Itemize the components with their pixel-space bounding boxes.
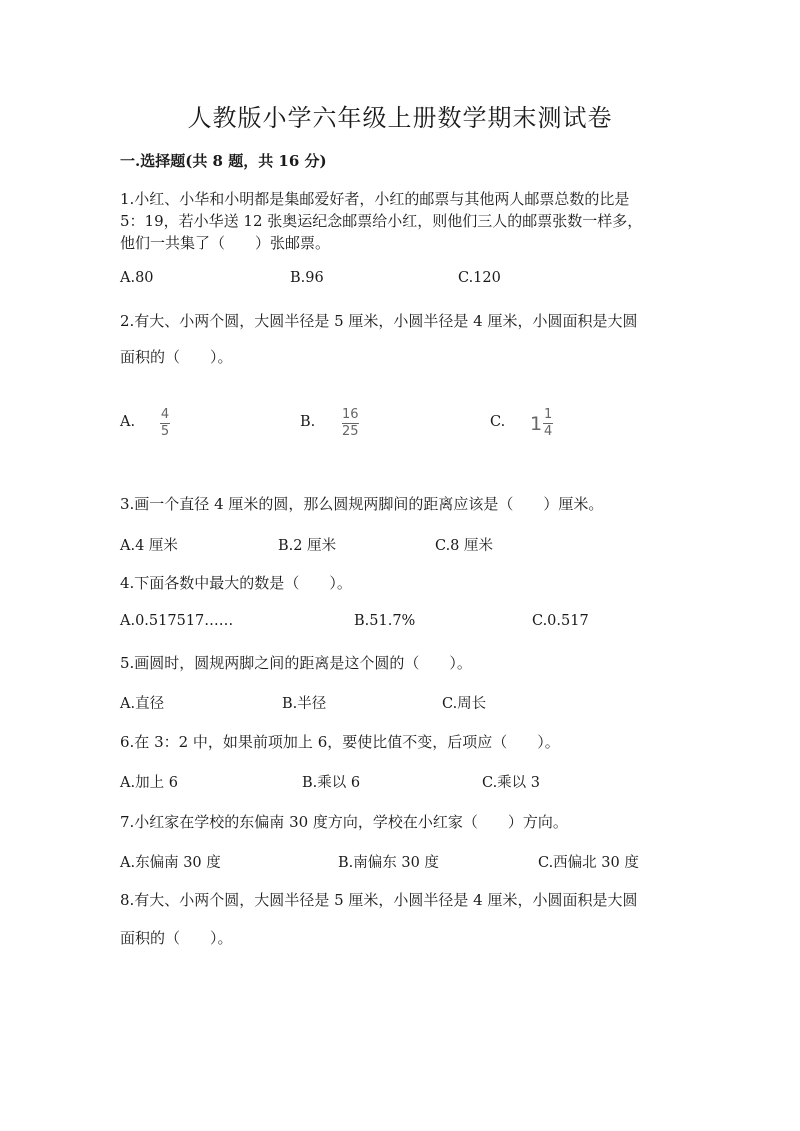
question-2-option-b-fraction [342,408,359,439]
question-8-line-1: 8.有大、小两个圆，大圆半径是 5 厘米，小圆半径是 4 厘米，小圆面积是大圆 [120,891,638,909]
question-1-option-a: A.80 [120,270,154,286]
fraction-numerator: 16 [342,407,359,422]
question-1-option-c: C.120 [458,270,501,286]
fraction-denominator: 4 [543,424,553,439]
question-1-line-3: 他们一共集了（ ）张邮票。 [120,234,331,252]
page-title: 人教版小学六年级上册数学期末测试卷 [187,104,613,132]
fraction-numerator: 1 [543,407,553,422]
question-1-option-b: B.96 [290,270,324,286]
question-4-option-a: A.0.517517…… [120,613,234,629]
question-3-line-1: 3.画一个直径 4 厘米的圆，那么圆规两脚间的距离应该是（ ）厘米。 [120,495,604,513]
question-6-option-a: A.加上 6 [120,775,178,791]
question-2-line-1: 2.有大、小两个圆，大圆半径是 5 厘米，小圆半径是 4 厘米，小圆面积是大圆 [120,312,638,330]
question-4-line-1: 4.下面各数中最大的数是（ ）。 [120,574,352,592]
question-1-line-2: 5：19，若小华送 12 张奥运纪念邮票给小红，则他们三人的邮票张数一样多， [120,212,643,230]
question-2-option-a-fraction [160,408,170,439]
question-7-option-c: C.西偏北 30 度 [538,855,639,871]
question-2-line-2: 面积的（ ）。 [120,348,233,366]
question-6-option-b: B.乘以 6 [302,775,361,791]
question-2-option-a-label: A. [120,414,136,430]
question-2-option-c-fraction [530,408,553,439]
question-5-option-a: A.直径 [120,696,165,712]
fraction-denominator: 25 [342,424,359,439]
question-1-line-1: 1.小红、小华和小明都是集邮爱好者，小红的邮票与其他两人邮票总数的比是 [120,190,630,208]
question-7-line-1: 7.小红家在学校的东偏南 30 度方向，学校在小红家（ ）方向。 [120,813,568,831]
question-7-option-a: A.东偏南 30 度 [120,855,221,871]
question-4-option-c: C.0.517 [532,613,589,629]
question-5-option-b: B.半径 [282,696,327,712]
question-3-option-b: B.2 厘米 [278,538,337,554]
question-2-option-c-label: C. [490,414,506,430]
mixed-number-whole: 1 [530,412,543,435]
section-heading: 一.选择题(共 8 题，共 16 分) [120,152,327,170]
question-7-option-b: B.南偏东 30 度 [338,855,439,871]
question-3-option-a: A.4 厘米 [120,538,178,554]
question-3-option-c: C.8 厘米 [435,538,494,554]
question-4-option-b: B.51.7% [354,613,416,629]
question-6-line-1: 6.在 3：2 中，如果前项加上 6，要使比值不变，后项应（ ）。 [120,733,560,751]
question-6-option-c: C.乘以 3 [482,775,541,791]
fraction-denominator: 5 [160,424,170,439]
fraction-numerator: 4 [160,407,170,422]
question-2-option-b-label: B. [300,414,316,430]
question-8-line-2: 面积的（ ）。 [120,929,233,947]
question-5-line-1: 5.画圆时，圆规两脚之间的距离是这个圆的（ ）。 [120,654,472,672]
question-5-option-c: C.周长 [442,696,487,712]
